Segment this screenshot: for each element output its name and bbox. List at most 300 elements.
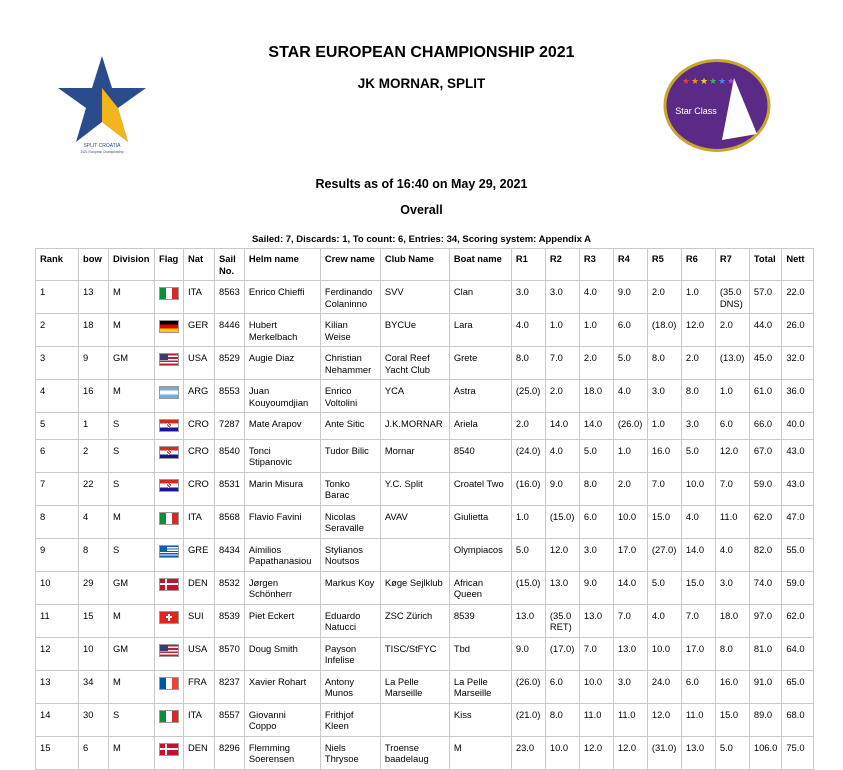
r1-cell: (25.0) [511,380,545,413]
r5-cell: 1.0 [647,413,681,440]
svg-text:★: ★ [691,77,700,87]
nat-cell: ITA [184,703,215,736]
bow-cell: 13 [79,281,109,314]
nat-cell: DEN [184,736,215,769]
crew-cell: Ferdinando Colaninno [320,281,380,314]
rank-cell: 13 [36,670,79,703]
flag-cell [155,505,184,538]
r1-cell: 5.0 [511,538,545,571]
helm-cell: Xavier Rohart [244,670,320,703]
r7-cell: 1.0 [715,380,749,413]
r6-cell: 7.0 [681,604,715,637]
star-class-text: Star Class [675,106,717,116]
boat-cell: 8540 [449,439,511,472]
r5-cell: 12.0 [647,703,681,736]
nat-cell: USA [184,637,215,670]
col-header: Total [749,249,781,281]
total-cell: 44.0 [749,314,781,347]
sail-cell: 8540 [215,439,245,472]
r6-cell: 4.0 [681,505,715,538]
r1-cell: (24.0) [511,439,545,472]
championship-title: STAR EUROPEAN CHAMPIONSHIP 2021 [268,44,575,61]
r2-cell: 10.0 [545,736,579,769]
results-body [36,281,814,770]
flag-icon [159,578,179,591]
nat-cell: ITA [184,281,215,314]
r6-cell: 11.0 [681,703,715,736]
r4-cell: 9.0 [613,281,647,314]
r4-cell: 7.0 [613,604,647,637]
r4-cell: 3.0 [613,670,647,703]
col-header: bow [79,249,109,281]
nett-cell: 65.0 [782,670,814,703]
club-cell: TISC/StFYC [380,637,449,670]
r3-cell: 14.0 [579,413,613,440]
r1-cell: (16.0) [511,472,545,505]
r4-cell: 2.0 [613,472,647,505]
sail-cell: 7287 [215,413,245,440]
total-cell: 61.0 [749,380,781,413]
nat-cell: SUI [184,604,215,637]
sail-cell: 8434 [215,538,245,571]
r1-cell: 1.0 [511,505,545,538]
total-cell: 74.0 [749,571,781,604]
nett-cell: 40.0 [782,413,814,440]
r5-cell: 15.0 [647,505,681,538]
boat-cell: Kiss [449,703,511,736]
rank-cell: 8 [36,505,79,538]
crew-cell: Frithjof Kleen [320,703,380,736]
table-row [36,314,814,347]
table-row [36,604,814,637]
r3-cell: 4.0 [579,281,613,314]
svg-text:★: ★ [700,77,709,87]
r6-cell: 12.0 [681,314,715,347]
table-row [36,347,814,380]
nat-cell: FRA [184,670,215,703]
division-cell: M [109,281,155,314]
bow-cell: 8 [79,538,109,571]
r7-cell: (35.0 DNS) [715,281,749,314]
r7-cell: 18.0 [715,604,749,637]
nett-cell: 43.0 [782,439,814,472]
r4-cell: 12.0 [613,736,647,769]
r2-cell: 1.0 [545,314,579,347]
rank-cell: 4 [36,380,79,413]
total-cell: 89.0 [749,703,781,736]
col-header: Nat [184,249,215,281]
helm-cell: Tonci Stipanovic [244,439,320,472]
r5-cell: 10.0 [647,637,681,670]
r2-cell: 9.0 [545,472,579,505]
nat-cell: CRO [184,413,215,440]
nett-cell: 64.0 [782,637,814,670]
flag-cell [155,472,184,505]
r5-cell: 4.0 [647,604,681,637]
r5-cell: (31.0) [647,736,681,769]
division-cell: S [109,439,155,472]
results-table [35,248,814,770]
r3-cell: 8.0 [579,472,613,505]
bow-cell: 22 [79,472,109,505]
bow-cell: 34 [79,670,109,703]
flag-icon [159,479,179,492]
r6-cell: 17.0 [681,637,715,670]
r5-cell: 7.0 [647,472,681,505]
flag-icon [159,743,179,756]
col-header: Crew name [320,249,380,281]
flag-icon [159,320,179,333]
nat-cell: GER [184,314,215,347]
club-cell: La Pelle Marseille [380,670,449,703]
col-header: Nett [782,249,814,281]
col-header: Division [109,249,155,281]
helm-cell: Giovanni Coppo [244,703,320,736]
r1-cell: 4.0 [511,314,545,347]
r4-cell: (26.0) [613,413,647,440]
sail-cell: 8531 [215,472,245,505]
r1-cell: (15.0) [511,571,545,604]
flag-icon [159,644,179,657]
col-header: Boat name [449,249,511,281]
r3-cell: 11.0 [579,703,613,736]
club-cell: AVAV [380,505,449,538]
flag-icon [159,386,179,399]
club-cell: Køge Sejlklub [380,571,449,604]
nett-cell: 43.0 [782,472,814,505]
boat-cell: 8539 [449,604,511,637]
rank-cell: 9 [36,538,79,571]
crew-cell: Enrico Voltolini [320,380,380,413]
svg-text:★: ★ [727,77,736,87]
club-cell: Coral Reef Yacht Club [380,347,449,380]
club-cell [380,703,449,736]
boat-cell: Grete [449,347,511,380]
rank-cell: 15 [36,736,79,769]
division-cell: M [109,505,155,538]
table-row [36,538,814,571]
boat-cell: Giulietta [449,505,511,538]
r3-cell: 10.0 [579,670,613,703]
col-header: Flag [155,249,184,281]
boat-cell: Tbd [449,637,511,670]
results-timestamp: Results as of 16:40 on May 29, 2021 [315,177,528,191]
r1-cell: 13.0 [511,604,545,637]
bow-cell: 10 [79,637,109,670]
crew-cell: Tonko Barac [320,472,380,505]
crew-cell: Eduardo Natucci [320,604,380,637]
sail-cell: 8568 [215,505,245,538]
helm-cell: Flemming Soerensen [244,736,320,769]
helm-cell: Hubert Merkelbach [244,314,320,347]
col-header: Helm name [244,249,320,281]
r5-cell: 24.0 [647,670,681,703]
sail-cell: 8557 [215,703,245,736]
table-row [36,736,814,769]
bow-cell: 30 [79,703,109,736]
r3-cell: 7.0 [579,637,613,670]
r7-cell: 3.0 [715,571,749,604]
r5-cell: (27.0) [647,538,681,571]
club-subtitle: JK MORNAR, SPLIT [357,76,486,91]
r6-cell: 14.0 [681,538,715,571]
club-cell [380,538,449,571]
helm-cell: Flavio Favini [244,505,320,538]
r3-cell: 9.0 [579,571,613,604]
r6-cell: 10.0 [681,472,715,505]
flag-cell [155,604,184,637]
col-header: Sail No. [215,249,245,281]
r7-cell: 15.0 [715,703,749,736]
sail-cell: 8296 [215,736,245,769]
flag-icon [159,419,179,432]
club-cell: Y.C. Split [380,472,449,505]
bow-cell: 15 [79,604,109,637]
total-cell: 97.0 [749,604,781,637]
flag-icon [159,353,179,366]
r3-cell: 1.0 [579,314,613,347]
table-row [36,380,814,413]
r3-cell: 6.0 [579,505,613,538]
r4-cell: 13.0 [613,637,647,670]
boat-cell: Astra [449,380,511,413]
nett-cell: 59.0 [782,571,814,604]
division-cell: GM [109,347,155,380]
rank-cell: 1 [36,281,79,314]
logo-left-text-1: SPLIT CROATIA [83,143,121,149]
r5-cell: 8.0 [647,347,681,380]
boat-cell: Ariela [449,413,511,440]
r3-cell: 3.0 [579,538,613,571]
crew-cell: Kilian Weise [320,314,380,347]
crew-cell: Stylianos Noutsos [320,538,380,571]
club-cell: ZSC Zürich [380,604,449,637]
table-row [36,703,814,736]
total-cell: 62.0 [749,505,781,538]
crew-cell: Markus Koy [320,571,380,604]
total-cell: 67.0 [749,439,781,472]
division-cell: M [109,314,155,347]
sail-cell: 8529 [215,347,245,380]
r2-cell: 4.0 [545,439,579,472]
split-championship-logo [52,54,152,154]
rank-cell: 6 [36,439,79,472]
rank-cell: 11 [36,604,79,637]
nat-cell: CRO [184,439,215,472]
r7-cell: 7.0 [715,472,749,505]
total-cell: 81.0 [749,637,781,670]
flag-cell [155,413,184,440]
flag-icon [159,677,179,690]
helm-cell: Piet Eckert [244,604,320,637]
division-cell: S [109,703,155,736]
nat-cell: DEN [184,571,215,604]
division-cell: S [109,472,155,505]
r4-cell: 11.0 [613,703,647,736]
r3-cell: 13.0 [579,604,613,637]
flag-cell [155,380,184,413]
bow-cell: 9 [79,347,109,380]
r3-cell: 18.0 [579,380,613,413]
total-cell: 91.0 [749,670,781,703]
sail-cell: 8570 [215,637,245,670]
col-header: R5 [647,249,681,281]
flag-icon [159,287,179,300]
division-cell: S [109,538,155,571]
r4-cell: 5.0 [613,347,647,380]
r6-cell: 6.0 [681,670,715,703]
helm-cell: Marin Misura [244,472,320,505]
r6-cell: 13.0 [681,736,715,769]
r3-cell: 2.0 [579,347,613,380]
rank-cell: 14 [36,703,79,736]
table-row [36,439,814,472]
division-cell: M [109,604,155,637]
flag-cell [155,439,184,472]
r1-cell: 3.0 [511,281,545,314]
r2-cell: (15.0) [545,505,579,538]
nett-cell: 68.0 [782,703,814,736]
r2-cell: 2.0 [545,380,579,413]
nett-cell: 55.0 [782,538,814,571]
section-title: Overall [400,203,443,217]
division-cell: GM [109,571,155,604]
flag-cell [155,736,184,769]
helm-cell: Augie Diaz [244,347,320,380]
r2-cell: 3.0 [545,281,579,314]
star-class-logo [662,58,772,153]
r3-cell: 5.0 [579,439,613,472]
club-cell: Troense baadelaug [380,736,449,769]
nat-cell: GRE [184,538,215,571]
bow-cell: 18 [79,314,109,347]
table-row [36,637,814,670]
r6-cell: 3.0 [681,413,715,440]
helm-cell: Jørgen Schönherr [244,571,320,604]
nat-cell: ITA [184,505,215,538]
sail-cell: 8553 [215,380,245,413]
club-cell: J.K.MORNAR [380,413,449,440]
helm-cell: Doug Smith [244,637,320,670]
total-cell: 59.0 [749,472,781,505]
crew-cell: Ante Sitic [320,413,380,440]
col-header: R2 [545,249,579,281]
sail-cell: 8563 [215,281,245,314]
svg-text:★: ★ [718,77,727,87]
bow-cell: 16 [79,380,109,413]
col-header: R7 [715,249,749,281]
helm-cell: Aimilios Papathanasiou [244,538,320,571]
r2-cell: 6.0 [545,670,579,703]
bow-cell: 2 [79,439,109,472]
nett-cell: 75.0 [782,736,814,769]
r3-cell: 12.0 [579,736,613,769]
nett-cell: 22.0 [782,281,814,314]
club-cell: YCA [380,380,449,413]
rank-cell: 10 [36,571,79,604]
r7-cell: 12.0 [715,439,749,472]
svg-text:★: ★ [709,77,718,87]
flag-cell [155,571,184,604]
r1-cell: 2.0 [511,413,545,440]
flag-cell [155,347,184,380]
r7-cell: 5.0 [715,736,749,769]
table-row [36,571,814,604]
r4-cell: 10.0 [613,505,647,538]
r6-cell: 5.0 [681,439,715,472]
nett-cell: 62.0 [782,604,814,637]
r4-cell: 17.0 [613,538,647,571]
helm-cell: Enrico Chieffi [244,281,320,314]
r6-cell: 1.0 [681,281,715,314]
flag-cell [155,281,184,314]
boat-cell: Clan [449,281,511,314]
division-cell: S [109,413,155,440]
r5-cell: 2.0 [647,281,681,314]
col-header: R3 [579,249,613,281]
r1-cell: (26.0) [511,670,545,703]
r2-cell: 12.0 [545,538,579,571]
flag-icon [159,545,179,558]
r2-cell: 13.0 [545,571,579,604]
boat-cell: La Pelle Marseille [449,670,511,703]
division-cell: M [109,380,155,413]
bow-cell: 4 [79,505,109,538]
nett-cell: 32.0 [782,347,814,380]
r4-cell: 1.0 [613,439,647,472]
flag-cell [155,538,184,571]
helm-cell: Juan Kouyoumdjian [244,380,320,413]
col-header: R1 [511,249,545,281]
col-header: R4 [613,249,647,281]
nat-cell: ARG [184,380,215,413]
total-cell: 66.0 [749,413,781,440]
bow-cell: 6 [79,736,109,769]
boat-cell: Lara [449,314,511,347]
rank-cell: 2 [36,314,79,347]
total-cell: 45.0 [749,347,781,380]
table-header-row [36,249,814,281]
flag-icon [159,611,179,624]
total-cell: 57.0 [749,281,781,314]
table-row [36,670,814,703]
sail-cell: 8237 [215,670,245,703]
svg-text:★: ★ [682,77,691,87]
r7-cell: 2.0 [715,314,749,347]
r5-cell: 16.0 [647,439,681,472]
table-row [36,281,814,314]
rank-cell: 12 [36,637,79,670]
logo-left-text-2: 2021 European Championship [80,150,124,154]
r2-cell: 7.0 [545,347,579,380]
nett-cell: 36.0 [782,380,814,413]
r6-cell: 8.0 [681,380,715,413]
crew-cell: Nicolas Seravalle [320,505,380,538]
boat-cell: African Queen [449,571,511,604]
rank-cell: 7 [36,472,79,505]
r2-cell: (35.0 RET) [545,604,579,637]
nat-cell: CRO [184,472,215,505]
r5-cell: (18.0) [647,314,681,347]
flag-icon [159,710,179,723]
crew-cell: Tudor Bilic [320,439,380,472]
table-row [36,413,814,440]
r7-cell: 6.0 [715,413,749,440]
r6-cell: 15.0 [681,571,715,604]
r1-cell: 8.0 [511,347,545,380]
flag-cell [155,637,184,670]
boat-cell: Croatel Two [449,472,511,505]
